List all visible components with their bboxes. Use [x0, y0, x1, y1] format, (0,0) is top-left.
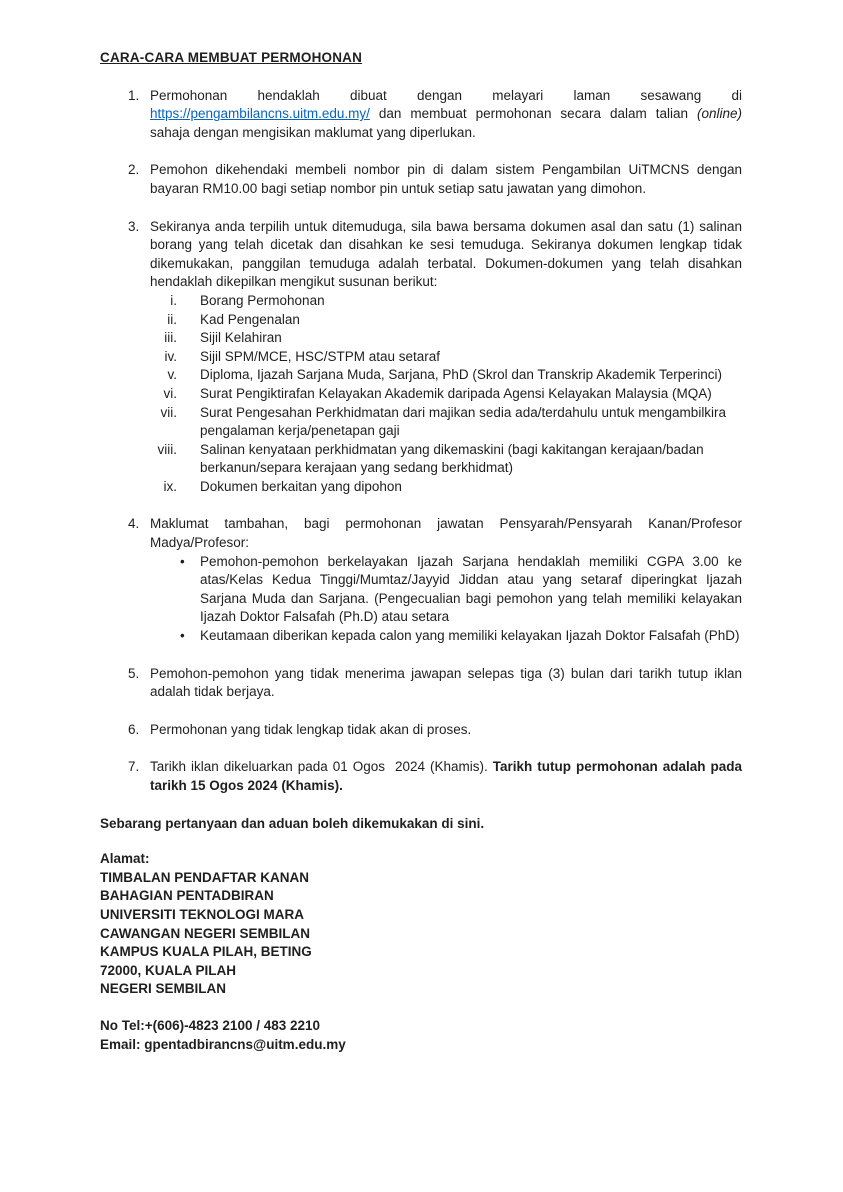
- list-item-2: [128, 161, 742, 198]
- list-item-7: [128, 758, 742, 795]
- address-line: KAMPUS KUALA PILAH, BETING: [100, 944, 312, 960]
- list-item-text: Pemohon dikehendaki membeli nombor pin di dalam sistem Pengambilan UiTMCNS dengan bayaran RM10.00 bagi setiap nombor pin untuk setiap satu jawatan yang dimohon.: [150, 162, 742, 196]
- list-item-text: [150, 87, 742, 143]
- list-item-text: Pemohon-pemohon yang tidak menerima jawapan selepas tiga (3) bulan dari tarikh tutup iklan adalah tidak berjaya.: [150, 665, 742, 700]
- bullet-list-item: [180, 553, 742, 627]
- address-line: TIMBALAN PENDAFTAR KANAN: [100, 869, 309, 885]
- list-item-number: 5.: [128, 665, 140, 681]
- address-label: Alamat:: [100, 851, 150, 867]
- sub-item-label: viii.: [157, 441, 177, 457]
- list-item-number: 6.: [128, 721, 140, 737]
- sub-list-item: [150, 366, 742, 385]
- address-line: 72000, KUALA PILAH: [100, 962, 237, 978]
- sub-item-label: vii.: [160, 404, 177, 420]
- sub-item-label: i.: [170, 292, 177, 308]
- sub-list-item: [150, 404, 742, 441]
- address-block: [100, 850, 742, 999]
- phone-line: No Tel:+(606)-4823 2100 / 483 2210: [100, 1017, 321, 1033]
- list-item-text: Maklumat tambahan, bagi permohonan jawatan Pensyarah/Pensyarah Kanan/Profesor Madya/Profesor:: [150, 516, 742, 551]
- sub-item-label: vi.: [163, 385, 177, 401]
- list-item-number: 3.: [128, 218, 140, 234]
- sub-list-item: [150, 478, 742, 497]
- item1-text-start: Permohonan hendaklah dibuat dengan melayari laman sesawang di: [150, 87, 742, 103]
- list-item-text: Permohonan yang tidak lengkap tidak akan di proses.: [150, 721, 472, 737]
- address-line: BAHAGIAN PENTADBIRAN: [100, 888, 274, 904]
- sub-item-text: Diploma, Ijazah Sarjana Muda, Sarjana, PhD (Skrol dan Transkrip Akademik Terperinci): [200, 367, 722, 383]
- list-item-number: 1.: [128, 87, 140, 103]
- page-title: CARA-CARA MEMBUAT PERMOHONAN: [100, 50, 363, 65]
- address-line: UNIVERSITI TEKNOLOGI MARA: [100, 906, 305, 922]
- sub-item-text: Kad Pengenalan: [200, 311, 300, 327]
- bullet-list-item: [180, 627, 742, 646]
- sub-item-text: Sijil Kelahiran: [200, 330, 282, 346]
- sub-list-item: [150, 292, 742, 311]
- sub-item-label: iv.: [164, 348, 177, 364]
- sub-item-label: ii.: [167, 311, 177, 327]
- list-item-number: 4.: [128, 516, 140, 532]
- list-item-text: [150, 758, 742, 795]
- list-item-6: [128, 721, 742, 740]
- list-item-body: [150, 218, 742, 497]
- sub-item-text: Surat Pengesahan Perkhidmatan dari majikan sedia ada/terdahulu untuk mengambilkira pengalaman kerja/penetapan gaji: [200, 404, 727, 439]
- item1-text-middle: dan membuat permohonan secara dalam talian: [369, 106, 697, 122]
- item1-online-note: (online): [696, 106, 742, 122]
- application-portal-link[interactable]: https://pengambilancns.uitm.edu.my/: [150, 106, 370, 122]
- list-item-3: [128, 218, 742, 497]
- bullet-item-text: Keutamaan diberikan kepada calon yang memiliki kelayakan Ijazah Doktor Falsafah (PhD): [200, 628, 740, 644]
- sub-list-item: [150, 348, 742, 367]
- sub-item-label: ix.: [163, 478, 177, 494]
- list-item-4: [128, 515, 742, 645]
- list-item-5: [128, 665, 742, 702]
- bullet-marker: •: [180, 553, 185, 569]
- address-line: NEGERI SEMBILAN: [100, 981, 227, 997]
- sub-item-label: v.: [167, 367, 177, 383]
- sub-item-label: iii.: [164, 330, 177, 346]
- sub-list-item: [150, 329, 742, 348]
- sub-list-item: [150, 385, 742, 404]
- bullet-marker: •: [180, 628, 185, 644]
- list-item-number: 7.: [128, 759, 140, 775]
- advert-date-text: Tarikh iklan dikeluarkan pada 01 Ogos 2024 (Khamis).: [150, 759, 493, 775]
- sub-item-text: Salinan kenyataan perkhidmatan yang dikemaskini (bagi kakitangan kerajaan/badan berkanun/separa kerajaan yang sedang berkhidmat): [200, 441, 704, 476]
- bullet-item-text: Pemohon-pemohon berkelayakan Ijazah Sarjana hendaklah memiliki CGPA 3.00 ke atas/Kelas Kedua Tinggi/Mumtaz/Jayyid Jiddan atau yang setaraf diperingkat Ijazah Sarjana Muda dan Sarjana. (Pengecualian bagi pemohon yang telah memiliki kelayakan Ijazah Doktor Falsafah (Ph.D) atau setara: [200, 553, 742, 625]
- sub-item-text: Sijil SPM/MCE, HSC/STPM atau setaraf: [200, 348, 441, 364]
- list-item-text: Sekiranya anda terpilih untuk ditemuduga, sila bawa bersama dokumen asal dan satu (1) salinan borang yang telah dicetak dan disahkan ke sesi temuduga. Sekiranya dokumen lengkap tidak dikemukakan, panggilan temuduga adalah terbatal. Dokumen-dokumen yang telah disahkan hendaklah dikepilkan mengikut susunan berikut:: [150, 218, 742, 290]
- closing-date-text: Tarikh tutup permohonan adalah pada tarikh 15 Ogos 2024 (Khamis).: [150, 759, 742, 793]
- inquiry-note: Sebarang pertanyaan dan aduan boleh dikemukakan di sini.: [100, 815, 485, 831]
- item1-text-end: sahaja dengan mengisikan maklumat yang diperlukan.: [150, 124, 476, 140]
- sub-item-text: Borang Permohonan: [200, 292, 325, 308]
- sub-item-text: Surat Pengiktirafan Kelayakan Akademik daripada Agensi Kelayakan Malaysia (MQA): [200, 385, 712, 401]
- contact-block: [100, 1017, 742, 1054]
- address-line: CAWANGAN NEGERI SEMBILAN: [100, 925, 311, 941]
- sub-item-text: Dokumen berkaitan yang dipohon: [200, 478, 402, 494]
- sub-list-item: [150, 311, 742, 330]
- list-item-1: [128, 87, 742, 143]
- document-sub-list: [150, 292, 742, 497]
- sub-list-item: [150, 441, 742, 478]
- list-item-number: 2.: [128, 162, 140, 178]
- document-bullet-list: [150, 553, 742, 646]
- email-line: Email: gpentadbirancns@uitm.edu.my: [100, 1036, 346, 1052]
- list-item-body: [150, 515, 742, 645]
